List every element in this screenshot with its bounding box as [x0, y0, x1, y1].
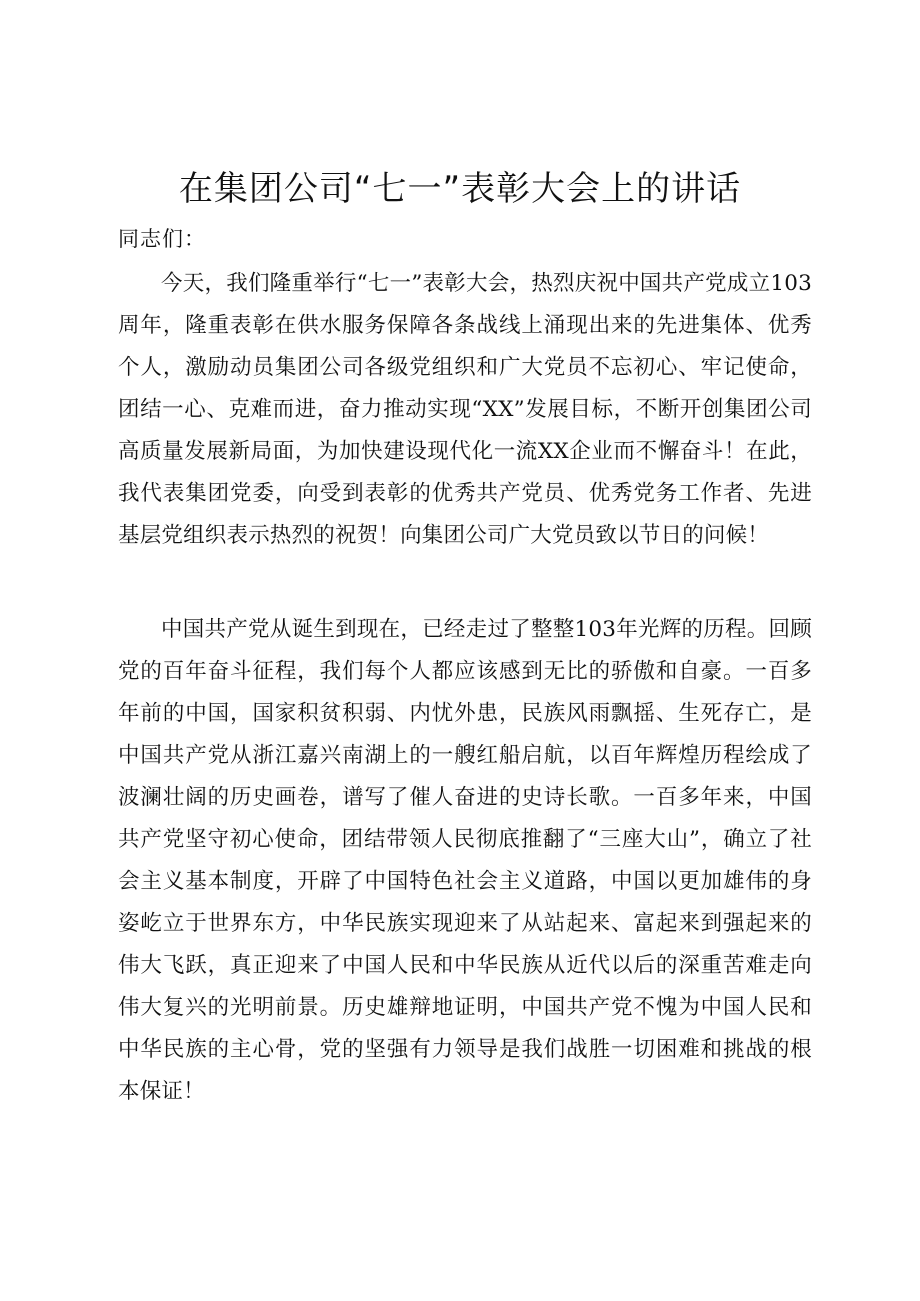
salutation: 同志们： [118, 227, 206, 251]
document-title: 在集团公司“七一”表彰大会上的讲话 [178, 169, 742, 209]
paragraph-2: 中国共产党从诞生到现在，已经走过了整整103年光辉的历程。回顾党的百年奋斗征程，我们每个人都应该感到无比的骄傲和自豪。一百多年前的中国，国家积贫积弱、内忧外患，民族风雨飘摇、生死存亡，是中国共产党从浙江嘉兴南湖上的一艘红船启航，以百年辉煌历程绘成了波澜壮阔的历史画卷，谱写了催人奋进的史诗长歌。一百多年来，中国共产党坚守初心使命，团结带领人民彻底推翻了“三座大山”，确立了社会主义基本制度，开辟了中国特色社会主义道路，中国以更加雄伟的身姿屹立于世界东方，中华民族实现迎来了从站起来、富起来到强起来的伟大飞跃，真正迎来了中国人民和中华民族从近代以后的深重苦难走向伟大复兴的光明前景。历史雄辩地证明，中国共产党不愧为中国人民和中华民族的主心骨，党的坚强有力领导是我们战胜一切困难和挑战的根本保证！ [118, 617, 812, 1104]
paragraph-1: 今天，我们隆重举行“七一”表彰大会，热烈庆祝中国共产党成立103周年，隆重表彰在供水服务保障各条战线上涌现出来的先进集体、优秀个人，激励动员集团公司各级党组织和广大党员不忘初心、牢记使命，团结一心、克难而进，奋力推动实现“XX”发展目标，不断开创集团公司高质量发展新局面，为加快建设现代化一流XX企业而不懈奋斗！在此，我代表集团党委，向受到表彰的优秀共产党员、优秀党务工作者、先进基层党组织表示热烈的祝贺！向集团公司广大党员致以节日的问候！ [118, 271, 812, 548]
